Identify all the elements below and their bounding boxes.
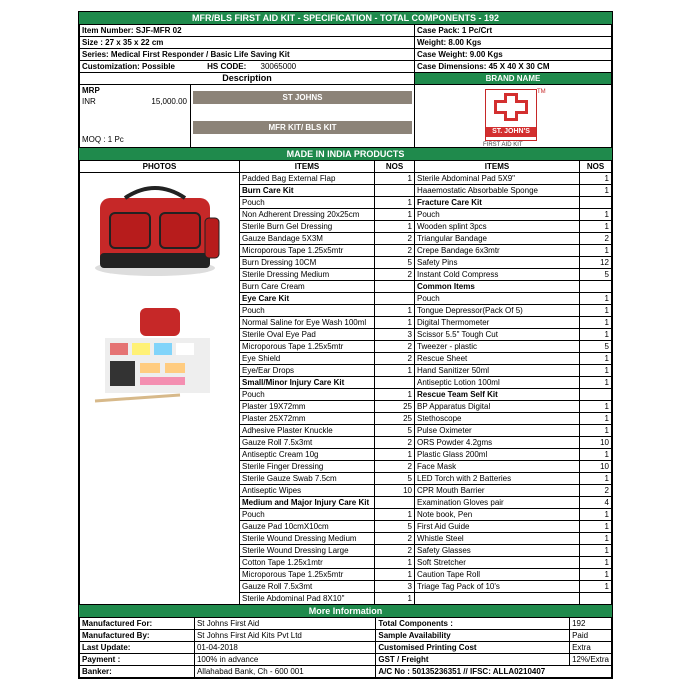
item-name-left: Burn Care Kit <box>240 185 375 197</box>
item-name-left: Sterile Oval Eye Pad <box>240 329 375 341</box>
item-count-left: 2 <box>375 341 415 353</box>
item-name-left: Gauze Pad 10cmX10cm <box>240 521 375 533</box>
item-name-right: Safety Pins <box>415 257 580 269</box>
brand-logo-cell <box>415 85 612 148</box>
item-count-right: 2 <box>580 485 612 497</box>
item-name-left: Sterile Burn Gel Dressing <box>240 221 375 233</box>
item-count-left: 5 <box>375 425 415 437</box>
spec-sheet <box>78 11 613 679</box>
item-count-right: 1 <box>580 293 612 305</box>
logo-frame <box>485 89 537 141</box>
item-name-left: Non Adherent Dressing 20x25cm <box>240 209 375 221</box>
item-count-left: 2 <box>375 545 415 557</box>
item-count-left: 1 <box>375 389 415 401</box>
item-name-left: Small/Minor Injury Care Kit <box>240 377 375 389</box>
info-label: Payment : <box>80 654 195 666</box>
info-value: Extra <box>570 642 612 654</box>
info-label: Banker: <box>80 666 195 678</box>
item-name-left: Sterile Finger Dressing <box>240 461 375 473</box>
item-name-right: Common Items <box>415 281 580 293</box>
info-label: Total Components : <box>376 618 570 630</box>
item-count-left: 2 <box>375 245 415 257</box>
logo-subtext: FIRST AID KIT <box>483 142 523 148</box>
info-value: 192 <box>570 618 612 630</box>
item-count-left: 5 <box>375 257 415 269</box>
trademark: TM <box>537 89 546 95</box>
item-count-left: 1 <box>375 557 415 569</box>
item-name-right: Examination Gloves pair <box>415 497 580 509</box>
item-name-right: Pouch <box>415 293 580 305</box>
item-count-left: 2 <box>375 437 415 449</box>
item-name-left: Sterile Wound Dressing Large <box>240 545 375 557</box>
item-count-right: 1 <box>580 365 612 377</box>
item-name-right: Sterile Abdominal Pad 5X9" <box>415 173 580 185</box>
col-items-left: ITEMS <box>240 161 375 173</box>
item-count-right: 5 <box>580 269 612 281</box>
item-count-right: 1 <box>580 221 612 233</box>
item-name-right: Soft Stretcher <box>415 557 580 569</box>
item-count-left: 5 <box>375 473 415 485</box>
kit-bag-image <box>80 173 230 423</box>
item-count-right: 1 <box>580 557 612 569</box>
item-name-right: Antiseptic Lotion 100ml <box>415 377 580 389</box>
item-name-right: Triangular Bandage <box>415 233 580 245</box>
item-name-left: Burn Dressing 10CM <box>240 257 375 269</box>
item-name-left: Medium and Major Injury Care Kit <box>240 497 375 509</box>
product-photos <box>80 173 240 605</box>
item-name-left: Antiseptic Wipes <box>240 485 375 497</box>
item-count-left: 1 <box>375 509 415 521</box>
info-row <box>80 630 612 642</box>
item-count-right: 12 <box>580 257 612 269</box>
info-label: Customised Printing Cost <box>376 642 570 654</box>
info-value: 100% in advance <box>194 654 375 666</box>
item-count-left: 10 <box>375 485 415 497</box>
item-count-left: 1 <box>375 197 415 209</box>
info-label: Last Update: <box>80 642 195 654</box>
more-info-bar: More Information <box>79 605 612 617</box>
item-count-left: 1 <box>375 221 415 233</box>
item-name-right: Digital Thermometer <box>415 317 580 329</box>
weight: Weight: 8.00 Kgs <box>415 37 612 49</box>
item-number: Item Number: SJF-MFR 02 <box>80 25 415 37</box>
item-count-left: 1 <box>375 209 415 221</box>
description-label: Description <box>80 73 415 85</box>
item-count-left: 2 <box>375 269 415 281</box>
info-value: 01-04-2018 <box>194 642 375 654</box>
item-name-right: BP Apparatus Digital <box>415 401 580 413</box>
cross-icon <box>486 90 536 124</box>
item-name-right: Safety Glasses <box>415 545 580 557</box>
item-name-left: Plaster 19X72mm <box>240 401 375 413</box>
item-count-right: 1 <box>580 317 612 329</box>
item-name-left: Pouch <box>240 197 375 209</box>
item-name-left: Adhesive Plaster Knuckle <box>240 425 375 437</box>
item-count-left: 25 <box>375 401 415 413</box>
item-count-right: 1 <box>580 185 612 197</box>
item-name-left: Microporous Tape 1.25x5mtr <box>240 569 375 581</box>
info-label: Manufactured For: <box>80 618 195 630</box>
item-count-right: 4 <box>580 497 612 509</box>
info-value: Allahabad Bank, Ch - 600 001 <box>194 666 375 678</box>
description-cell <box>80 85 415 148</box>
info-row <box>80 642 612 654</box>
item-name-right: Rescue Team Self Kit <box>415 389 580 401</box>
item-count-right <box>580 593 612 605</box>
item-count-left <box>375 377 415 389</box>
item-count-left: 3 <box>375 329 415 341</box>
item-count-left: 1 <box>375 173 415 185</box>
info-row <box>80 666 612 678</box>
info-value: 12%/Extra <box>570 654 612 666</box>
item-count-right <box>580 197 612 209</box>
item-count-right <box>580 389 612 401</box>
mrp-label: MRP <box>82 86 100 95</box>
item-count-right: 1 <box>580 173 612 185</box>
item-name-left: Microporous Tape 1.25x5mtr <box>240 245 375 257</box>
item-name-right: Plastic Glass 200ml <box>415 449 580 461</box>
item-name-right: Stethoscope <box>415 413 580 425</box>
item-name-right: Caution Tape Roll <box>415 569 580 581</box>
item-count-left <box>375 293 415 305</box>
series: Series: Medical First Responder / Basic Life Saving Kit <box>80 49 415 61</box>
item-count-right: 1 <box>580 329 612 341</box>
customization: Customization: Possible <box>82 62 175 71</box>
item-name-right <box>415 593 580 605</box>
item-count-right: 1 <box>580 209 612 221</box>
item-name-left: Gauze Bandage 5X3M <box>240 233 375 245</box>
item-name-right: Note book, Pen <box>415 509 580 521</box>
item-count-right: 1 <box>580 581 612 593</box>
info-label: Sample Availability <box>376 630 570 642</box>
item-count-right: 1 <box>580 449 612 461</box>
item-name-left: Pouch <box>240 305 375 317</box>
item-name-left: Cotton Tape 1.25x1mtr <box>240 557 375 569</box>
item-name-left: Sterile Dressing Medium <box>240 269 375 281</box>
hs-code-label: HS CODE: <box>207 62 247 71</box>
item-count-right: 1 <box>580 521 612 533</box>
item-name-right: Crepe Bandage 6x3mtr <box>415 245 580 257</box>
items-table <box>79 160 612 605</box>
info-value: St Johns First Aid <box>194 618 375 630</box>
item-count-right: 1 <box>580 245 612 257</box>
item-count-right: 1 <box>580 353 612 365</box>
more-info-table <box>79 617 612 678</box>
item-name-right: Pulse Oximeter <box>415 425 580 437</box>
item-name-left: Pouch <box>240 509 375 521</box>
item-count-left: 5 <box>375 521 415 533</box>
item-count-right: 10 <box>580 461 612 473</box>
info-value: Paid <box>570 630 612 642</box>
item-name-right: Triage Tag Pack of 10's <box>415 581 580 593</box>
col-items-right: ITEMS <box>415 161 580 173</box>
item-count-left: 2 <box>375 533 415 545</box>
case-pack: Case Pack: 1 Pc/Crt <box>415 25 612 37</box>
item-count-left <box>375 281 415 293</box>
item-count-right: 10 <box>580 437 612 449</box>
item-count-right: 5 <box>580 341 612 353</box>
item-name-left: Gauze Roll 7.5x3mt <box>240 437 375 449</box>
item-count-right: 1 <box>580 473 612 485</box>
item-name-right: Scissor 5.5" Tough Cut <box>415 329 580 341</box>
customization-row <box>80 61 415 73</box>
case-weight: Case Weight: 9.00 Kgs <box>415 49 612 61</box>
item-count-left: 2 <box>375 353 415 365</box>
item-name-right: Face Mask <box>415 461 580 473</box>
currency: INR <box>82 97 96 106</box>
item-name-left: Eye/Ear Drops <box>240 365 375 377</box>
item-name-right: Fracture Care Kit <box>415 197 580 209</box>
item-name-right: Tweezer - plastic <box>415 341 580 353</box>
item-name-left: Normal Saline for Eye Wash 100ml <box>240 317 375 329</box>
item-count-right: 1 <box>580 425 612 437</box>
item-count-left: 2 <box>375 233 415 245</box>
item-name-right: First Aid Guide <box>415 521 580 533</box>
product-text: MFR KIT/ BLS KIT <box>193 121 412 134</box>
item-count-right: 1 <box>580 545 612 557</box>
col-nos-left: NOS <box>375 161 415 173</box>
item-name-left: Eye Care Kit <box>240 293 375 305</box>
item-name-left: Pouch <box>240 389 375 401</box>
item-count-right: 1 <box>580 413 612 425</box>
item-name-right: ORS Powder 4.2gms <box>415 437 580 449</box>
item-count-right: 1 <box>580 401 612 413</box>
item-count-right: 1 <box>580 569 612 581</box>
item-name-left: Plaster 25X72mm <box>240 413 375 425</box>
made-in-india-bar: MADE IN INDIA PRODUCTS <box>79 148 612 160</box>
item-count-left: 1 <box>375 317 415 329</box>
info-label: GST / Freight <box>376 654 570 666</box>
item-name-right: CPR Mouth Barrier <box>415 485 580 497</box>
item-count-left: 3 <box>375 581 415 593</box>
item-count-left: 1 <box>375 305 415 317</box>
item-name-right: Whistle Steel <box>415 533 580 545</box>
size: Size : 27 x 35 x 22 cm <box>80 37 415 49</box>
item-name-right: Hand Sanitizer 50ml <box>415 365 580 377</box>
case-dimensions: Case Dimensions: 45 X 40 X 30 CM <box>415 61 612 73</box>
item-name-left: Burn Care Cream <box>240 281 375 293</box>
item-count-right <box>580 281 612 293</box>
logo-text: ST. JOHN'S <box>486 127 536 137</box>
item-count-left: 1 <box>375 569 415 581</box>
item-count-left: 1 <box>375 449 415 461</box>
item-name-right: Rescue Sheet <box>415 353 580 365</box>
item-name-left: Gauze Roll 7.5x3mt <box>240 581 375 593</box>
item-name-left: Eye Shield <box>240 353 375 365</box>
item-count-right: 1 <box>580 533 612 545</box>
col-nos-right: NOS <box>580 161 612 173</box>
item-count-left: 1 <box>375 365 415 377</box>
item-count-left: 1 <box>375 593 415 605</box>
info-row <box>80 654 612 666</box>
hs-code: 30065000 <box>260 62 297 71</box>
item-name-left: Sterile Gauze Swab 7.5cm <box>240 473 375 485</box>
item-name-right: Pouch <box>415 209 580 221</box>
moq: MOQ : 1 Pc <box>82 135 124 144</box>
item-name-left: Antiseptic Cream 10g <box>240 449 375 461</box>
sheet-title: MFR/BLS FIRST AID KIT - SPECIFICATION - TOTAL COMPONENTS - 192 <box>79 12 612 24</box>
price: 15,000.00 <box>151 97 187 106</box>
item-name-right: Wooden splint 3pcs <box>415 221 580 233</box>
item-name-right: LED Torch with 2 Batteries <box>415 473 580 485</box>
item-count-right: 1 <box>580 509 612 521</box>
col-photos: PHOTOS <box>80 161 240 173</box>
item-count-right: 1 <box>580 305 612 317</box>
brand-text: ST JOHNS <box>193 91 412 104</box>
item-count-left <box>375 185 415 197</box>
table-row <box>80 173 612 185</box>
info-label: A/C No : 50135236351 // IFSC: ALLA0210407 <box>376 666 612 678</box>
item-name-right: Instant Cold Compress <box>415 269 580 281</box>
item-name-left: Sterile Wound Dressing Medium <box>240 533 375 545</box>
item-name-left: Microporous Tape 1.25x5mtr <box>240 341 375 353</box>
item-count-left: 25 <box>375 413 415 425</box>
item-count-right: 2 <box>580 233 612 245</box>
mrp-box <box>80 85 191 147</box>
info-row <box>80 618 612 630</box>
info-label: Manufactured By: <box>80 630 195 642</box>
brand-logo <box>415 85 611 147</box>
item-count-left: 2 <box>375 461 415 473</box>
item-name-left: Sterile Abdominal Pad 8X10" <box>240 593 375 605</box>
brand-name-label: BRAND NAME <box>415 73 612 85</box>
item-name-left: Padded Bag External Flap <box>240 173 375 185</box>
info-value: St Johns First Aid Kits Pvt Ltd <box>194 630 375 642</box>
item-name-right: Haaemostatic Absorbable Sponge <box>415 185 580 197</box>
item-name-right: Tongue Depressor(Pack Of 5) <box>415 305 580 317</box>
item-count-left <box>375 497 415 509</box>
item-count-right: 1 <box>580 377 612 389</box>
spec-table <box>79 24 612 148</box>
